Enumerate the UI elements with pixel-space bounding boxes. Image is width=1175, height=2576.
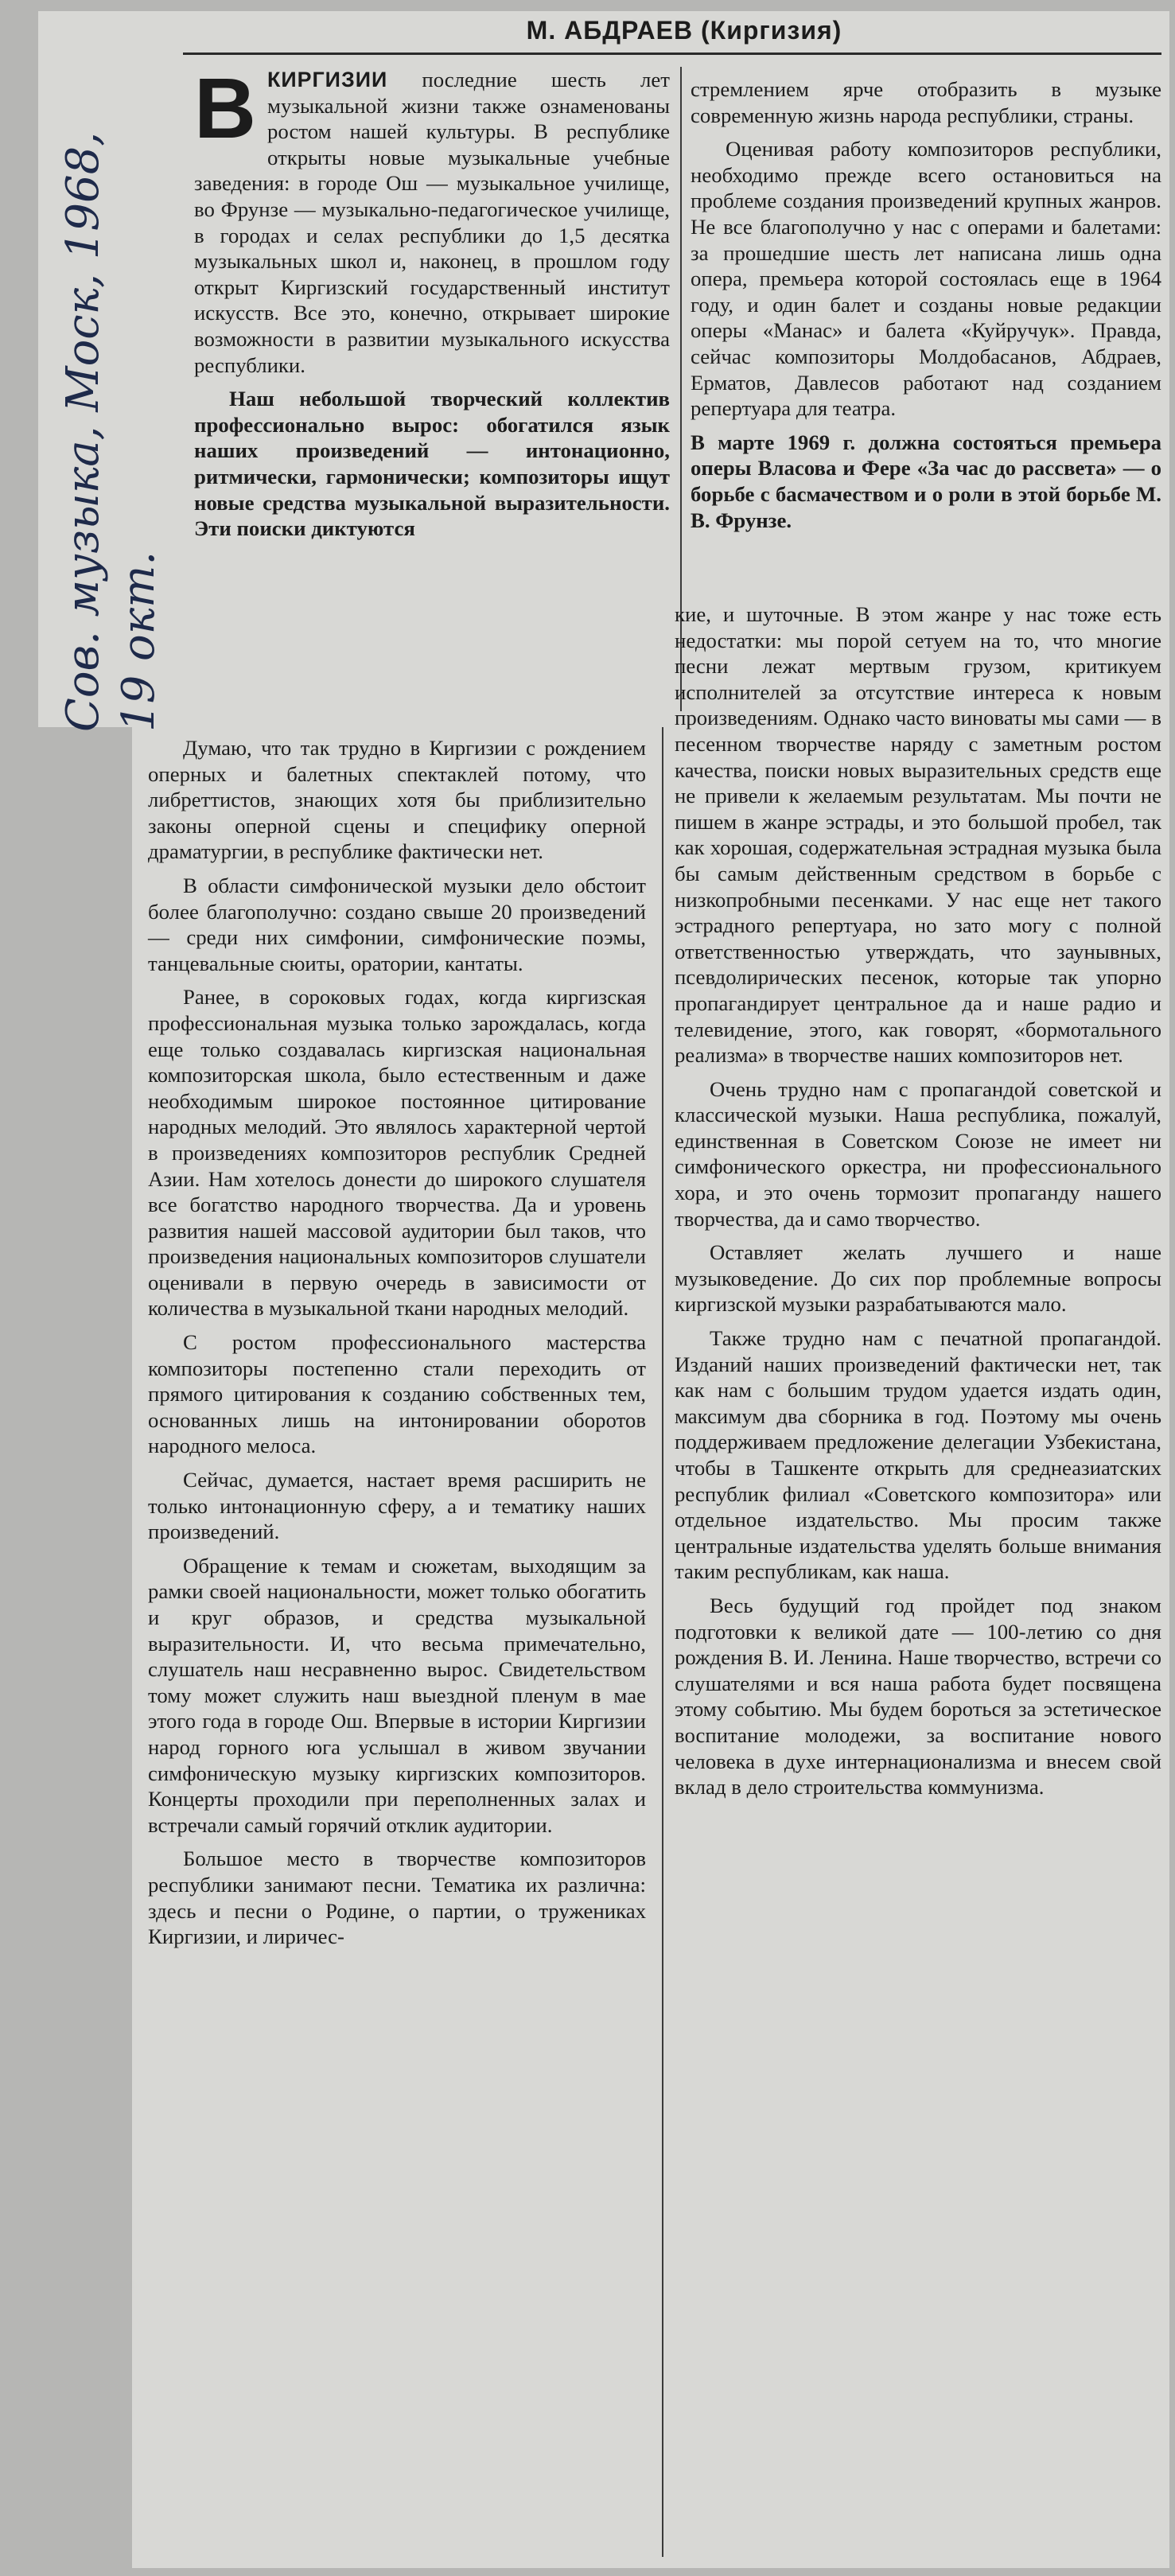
- paragraph: Ранее, в сороковых годах, когда киргизская профессиональная музыка только зарождалась, когда еще только создавалась киргизская национальная композиторская школа, было естественным и даже необходимым широкое постоянное цитирование народных мелодий. Это являлось характерной чертой в произведениях композиторов республик Средней Азии. Нам хотелось донести до широкого слушателя все богатство народного творчества. Да и уровень развития нашей массовой аудитории был таков, что произведения национальных композиторов слушатели оценивали в первую очередь в зависимости от количества в музыкальной ткани народных мелодий.: [148, 985, 646, 1321]
- handwritten-line-2: 19 окт.: [113, 551, 165, 732]
- lead-words: КИРГИЗИИ: [267, 68, 388, 91]
- column-bottom-right: [675, 601, 1161, 1808]
- paragraph: Также трудно нам с печатной пропагандой. Изданий наших произведений фактически нет, так как нам с большим трудом удается издать один, максимум два сборника в год. Поэтому мы очень поддерживаем предложение делегации Узбекистана, чтобы в Ташкенте открыть для среднеазиатских республик филиал «Советского композитора» или отдельное издательство. Мы просим также центральные издательства уделять больше внимания таким республикам, как наша.: [675, 1326, 1161, 1584]
- header-rule: [183, 53, 1161, 55]
- paragraph: кие, и шуточные. В этом жанре у нас тоже есть недостатки: мы порой сетуем на то, что многие песни лежат мертвым грузом, критикуем исполнителей за отсутствие интереса к новым произведениям. Однако часто виноваты мы сами — в песенном творчестве наряду с заметным ростом качества, поиски новых выразительных средств еще не привели к желаемым результатам. Мы почти не пишем в жанре эстрады, и это большой пробел, так как хорошая, содержательная эстрадная музыка была бы самым действенным средством в борьбе с низкопробными песенками. У нас еще нет такого эстрадного репертуара, но зато могу с полной ответственностью утверждать, что заунывных, псевдолирических песенок, которые так упорно пропагандирует центральное да и наше радио и телевидение, этого, как говорят, «бормотального реализма» в творчестве наших композиторов нет.: [675, 602, 1161, 1068]
- paragraph: Оставляет желать лучшего и наше музыковедение. До сих пор проблемные вопросы киргизской музыки разрабатываются мало.: [675, 1240, 1161, 1317]
- paragraph: Большое место в творчестве композиторов республики занимают песни. Тематика их различна: здесь и песни о Родине, о партии, о тружениках Киргизии, и лиричес-: [148, 1846, 646, 1949]
- drop-cap: В: [194, 60, 256, 156]
- column-bottom-left: [148, 735, 646, 1958]
- paragraph: стремлением ярче отобразить в музыке современную жизнь народа республики, страны.: [691, 77, 1161, 127]
- paragraph-bold: В марте 1969 г. должна состояться премьера оперы Власова и Фере «За час до рассвета» — о борьбе с басмачеством и о роли в этой борьбе М. В. Фрунзе.: [691, 430, 1161, 532]
- paragraph: Оценивая работу композиторов республики, необходимо прежде всего остановиться на проблеме создания произведений крупных жанров. Не все благополучно у нас с операми и балетами: за прошедшие шесть лет написана лишь одна опера, премьера которой состоялась еще в 1964 году, и один балет и созданы новые редакции оперы «Манас» и балета «Куйручук». Правда, сейчас композиторы Молдобасанов, Абдраев, Ерматов, Давлесов работают над созданием репертуара для театра.: [691, 137, 1161, 421]
- paragraph: Весь будущий год пройдет под знаком подготовки к великой дате — 100-летию со дня рождения В. И. Ленина. Наше творчество, встречи со слушателями и вся наша работа будет посвящена этому событию. Мы будем бороться за эстетическое воспитание молодежи, за воспитание нового человека в духе интернационализма и внесем свой вклад в дело строительства коммунизма.: [675, 1593, 1161, 1800]
- column-divider-bottom: [662, 727, 663, 2557]
- article-headline: М. АБДРАЕВ (Киргизия): [526, 16, 842, 45]
- paragraph-text: последние шесть лет музыкальной жизни также ознаменованы ростом нашей культуры. В республике открыты новые музыкальные учебные заведения: в городе Ош — музыкальное училище, во Фрунзе — музыкально-педагогическое училище, в городах и селах республики до 1,5 десятка музыкальных школ и, наконец, в прошлом году открыт Киргизский государственный институт искусств. Все это, конечно, открывает широкие возможности в развитии музыкального искусства республики.: [194, 68, 670, 377]
- paragraph: [194, 60, 670, 378]
- paragraph: Очень трудно нам с пропагандой советской и классической музыки. Наша республика, пожалуй, единственная в Советском Союзе не имеет ни симфонического оркестра, ни профессионального хора, и это очень тормозит пропаганду нашего творчества, да и само творчество.: [675, 1076, 1161, 1231]
- paragraph-bold: Наш небольшой творческий коллектив профессионально вырос: обогатился язык наших произведений — интонационно, ритмически, гармонически; композиторы ищут новые средства музыкальной выразительности. Эти поиски диктуются: [194, 387, 670, 541]
- paragraph: Думаю, что так трудно в Киргизии с рождением оперных и балетных спектаклей потому, что либреттистов, знающих хотя бы приблизительно законы оперной сцены и специфику оперной драматургии, в республике фактически нет.: [148, 736, 646, 864]
- paragraph: Обращение к темам и сюжетам, выходящим за рамки своей национальности, может только обогатить и круг образов, и средства музыкальной выразительности. И, что весьма примечательно, слушатель наш несравненно вырос. Свидетельством тому может служить наш выездной пленум в мае этого года в городе Ош. Впервые в истории Киргизии народ горного юга услышал в живом звучании симфоническую музыку киргизских композиторов. Концерты проходили при переполненных залах и встречали самый горячий отклик аудитории.: [148, 1553, 646, 1837]
- handwritten-line-1: Сов. музыка, Моск, 1968,: [57, 131, 109, 732]
- column-top-left: [194, 60, 670, 550]
- handwritten-source-note: [56, 95, 167, 732]
- paragraph: С ростом профессионального мастерства композиторы постепенно стали переходить от прямого цитирования к созданию собственных тем, основанных лишь на интонировании оборотов народного мелоса.: [148, 1330, 646, 1458]
- column-top-right: [691, 76, 1161, 541]
- paragraph: Сейчас, думается, настает время расширить не только интонационную сферу, а и тематику наших произведений.: [148, 1468, 646, 1544]
- paragraph: В области симфонической музыки дело обстоит более благополучно: создано свыше 20 произведений — среди них симфонии, симфонические поэмы, танцевальные сюиты, оратории, кантаты.: [148, 873, 646, 975]
